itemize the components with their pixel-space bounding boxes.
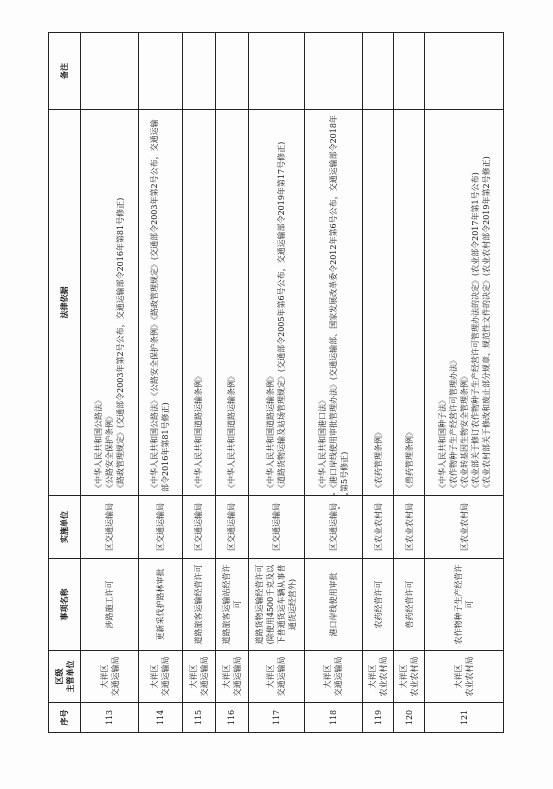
dept-cell	[304, 651, 362, 703]
header-item: 事项名称	[49, 559, 81, 651]
dept-cell	[182, 651, 215, 703]
impl-cell: 区交通运输局	[139, 496, 183, 559]
item-cell	[304, 559, 362, 651]
note-cell	[394, 33, 425, 110]
dept-line: 大祥区	[454, 664, 464, 689]
item-line: 港口岸线使用审批	[328, 572, 338, 637]
item-cell	[139, 559, 183, 651]
impl-cell: 区交通运输局	[182, 496, 215, 559]
header-dept	[49, 651, 81, 703]
dept-cell	[139, 651, 183, 703]
dept-cell	[425, 651, 504, 703]
header-seq: 序号	[49, 703, 81, 733]
basis-line: 《中华人民共和国道路运输条例》	[227, 372, 237, 492]
table-row	[139, 33, 183, 733]
basis-line: 《农药管理条例》	[373, 428, 383, 492]
note-cell	[304, 33, 362, 110]
dept-line: 交通运输局	[232, 656, 242, 697]
note-cell	[425, 33, 504, 110]
note-cell	[81, 33, 139, 110]
dept-line: 大祥区	[323, 664, 333, 689]
item-line: 涉路施工许可	[105, 580, 115, 629]
dept-line: 大祥区	[99, 664, 109, 689]
item-line: 农作物种子生产经营许可	[454, 564, 475, 645]
basis-line: 《农业部关于修订农作物种子生产经营许可管理办法的决定》(农业部令2017年第1号公布)	[470, 172, 480, 492]
basis-cell	[182, 110, 215, 496]
item-cell	[81, 559, 139, 651]
item-line: 更新采伐护路林审批	[155, 568, 165, 641]
dept-line: 交通运输局	[199, 656, 209, 697]
dept-line: 大祥区	[266, 664, 276, 689]
note-cell	[248, 33, 304, 110]
table-row	[362, 33, 393, 733]
item-line: 道路旅客运输站经营许可	[221, 564, 242, 645]
basis-line: 《中华人民共和国种子法》	[437, 396, 447, 492]
basis-cell	[304, 110, 362, 496]
header-note: 备注	[49, 33, 81, 110]
basis-cell	[362, 110, 393, 496]
basis-line: 《港口岸线使用审批管理办法》(交通运输部、国家发展改革委令2012年第6号公布，交通运输部令2018年第5号修正)	[328, 115, 349, 492]
note-cell	[215, 33, 248, 110]
basis-cell	[139, 110, 183, 496]
impl-cell: 区交通运输局	[248, 496, 304, 559]
dept-cell	[248, 651, 304, 703]
seq-cell: 113	[81, 703, 139, 733]
basis-line: 《中华人民共和国道路运输条例》	[266, 372, 276, 492]
table-row	[425, 33, 504, 733]
basis-line: 《兽药管理条例》	[404, 428, 414, 492]
basis-line: 《中华人民共和国道路运输条例》	[194, 372, 204, 492]
basis-line: 《中华人民共和国公路法》《公路安全保护条例》《路政管理规定》(交通部令2003年第2号公布，交通运输部令2016年第81号修正)	[150, 119, 171, 492]
dept-line: 大祥区	[150, 664, 160, 689]
header-dept-line-1: 区级	[54, 668, 64, 685]
note-cell	[139, 33, 183, 110]
seq-cell: 120	[394, 703, 425, 733]
basis-cell	[81, 110, 139, 496]
dept-line: 农业农村局	[410, 656, 420, 697]
dept-cell	[81, 651, 139, 703]
table-row	[215, 33, 248, 733]
basis-cell	[394, 110, 425, 496]
dept-line: 大祥区	[399, 664, 409, 689]
impl-cell: 区交通运输局	[215, 496, 248, 559]
item-line: 道路旅客运输经营许可	[194, 564, 204, 645]
dept-line: 交通运输局	[110, 656, 120, 697]
basis-line: 《道路货物运输及站场管理规定》(交通部令2005年第6号公布，交通运输部令2019年第17号修正)	[277, 141, 287, 492]
item-cell	[394, 559, 425, 651]
item-cell	[215, 559, 248, 651]
note-cell	[182, 33, 215, 110]
seq-cell: 114	[139, 703, 183, 733]
header-dept-line-2: 主管单位	[65, 660, 75, 693]
permit-table	[48, 32, 504, 733]
basis-cell	[215, 110, 248, 496]
basis-line: 《农作物种子生产经营许可管理办法》	[448, 356, 458, 492]
dept-cell	[215, 651, 248, 703]
dept-cell	[362, 651, 393, 703]
item-cell	[362, 559, 393, 651]
basis-line: 《农业农村部关于修改和废止部分规章、规范性文件的决定》(农业农村部令2019年第2号修正)	[481, 156, 491, 492]
note-cell	[362, 33, 393, 110]
header-basis: 法律依据	[49, 110, 81, 496]
seq-cell: 117	[248, 703, 304, 733]
basis-cell	[425, 110, 504, 496]
basis-line: 《路政管理规定》(交通部令2003年第2号公布，交通运输部令2016年第81号修正)	[116, 197, 126, 492]
seq-cell: 119	[362, 703, 393, 733]
dept-line: 农业农村局	[379, 656, 388, 697]
basis-line: 《中华人民共和国公路法》	[94, 396, 104, 492]
item-cell	[248, 559, 304, 651]
dept-line: 大祥区	[368, 664, 377, 689]
dept-cell	[394, 651, 425, 703]
dept-line: 交通运输局	[334, 656, 344, 697]
table-row	[304, 33, 362, 733]
impl-cell: 区农业农村局	[394, 496, 425, 559]
basis-cell	[248, 110, 304, 496]
dept-line: 农业农村局	[465, 656, 475, 697]
dept-line: 交通运输局	[161, 656, 171, 697]
rotated-landscape-content	[48, 33, 504, 733]
item-cell	[425, 559, 504, 651]
impl-cell: 区交通运输局	[304, 496, 362, 559]
header-row	[49, 33, 81, 733]
dept-line: 大祥区	[221, 664, 231, 689]
basis-line: 《农业转基因生物安全管理条例》	[459, 372, 469, 492]
item-line: 农药经营许可	[373, 580, 383, 629]
basis-line: 《中华人民共和国港口法》	[317, 396, 327, 492]
scan-speck	[346, 493, 348, 495]
impl-cell: 区交通运输局	[81, 496, 139, 559]
seq-cell: 115	[182, 703, 215, 733]
header-impl: 实施单位	[49, 496, 81, 559]
table-row	[81, 33, 139, 733]
dept-line: 交通运输局	[277, 656, 287, 697]
table-row	[394, 33, 425, 733]
basis-line: 《公路安全保护条例》	[105, 412, 115, 492]
seq-cell: 118	[304, 703, 362, 733]
seq-cell: 116	[215, 703, 248, 733]
item-line: 兽药经营许可	[404, 580, 414, 629]
impl-cell: 区农业农村局	[362, 496, 393, 559]
item-cell	[182, 559, 215, 651]
seq-cell: 121	[425, 703, 504, 733]
impl-cell: 区农业农村局	[425, 496, 504, 559]
item-line: 道路货物运输经营许可(除使用4500千克及以下普通货运车辆从事普通货运经营外)	[255, 564, 298, 645]
scan-speck	[338, 507, 340, 509]
scan-speck	[333, 493, 335, 495]
table-body	[81, 33, 504, 733]
table-row	[182, 33, 215, 733]
dept-line: 大祥区	[188, 664, 198, 689]
table-row	[248, 33, 304, 733]
